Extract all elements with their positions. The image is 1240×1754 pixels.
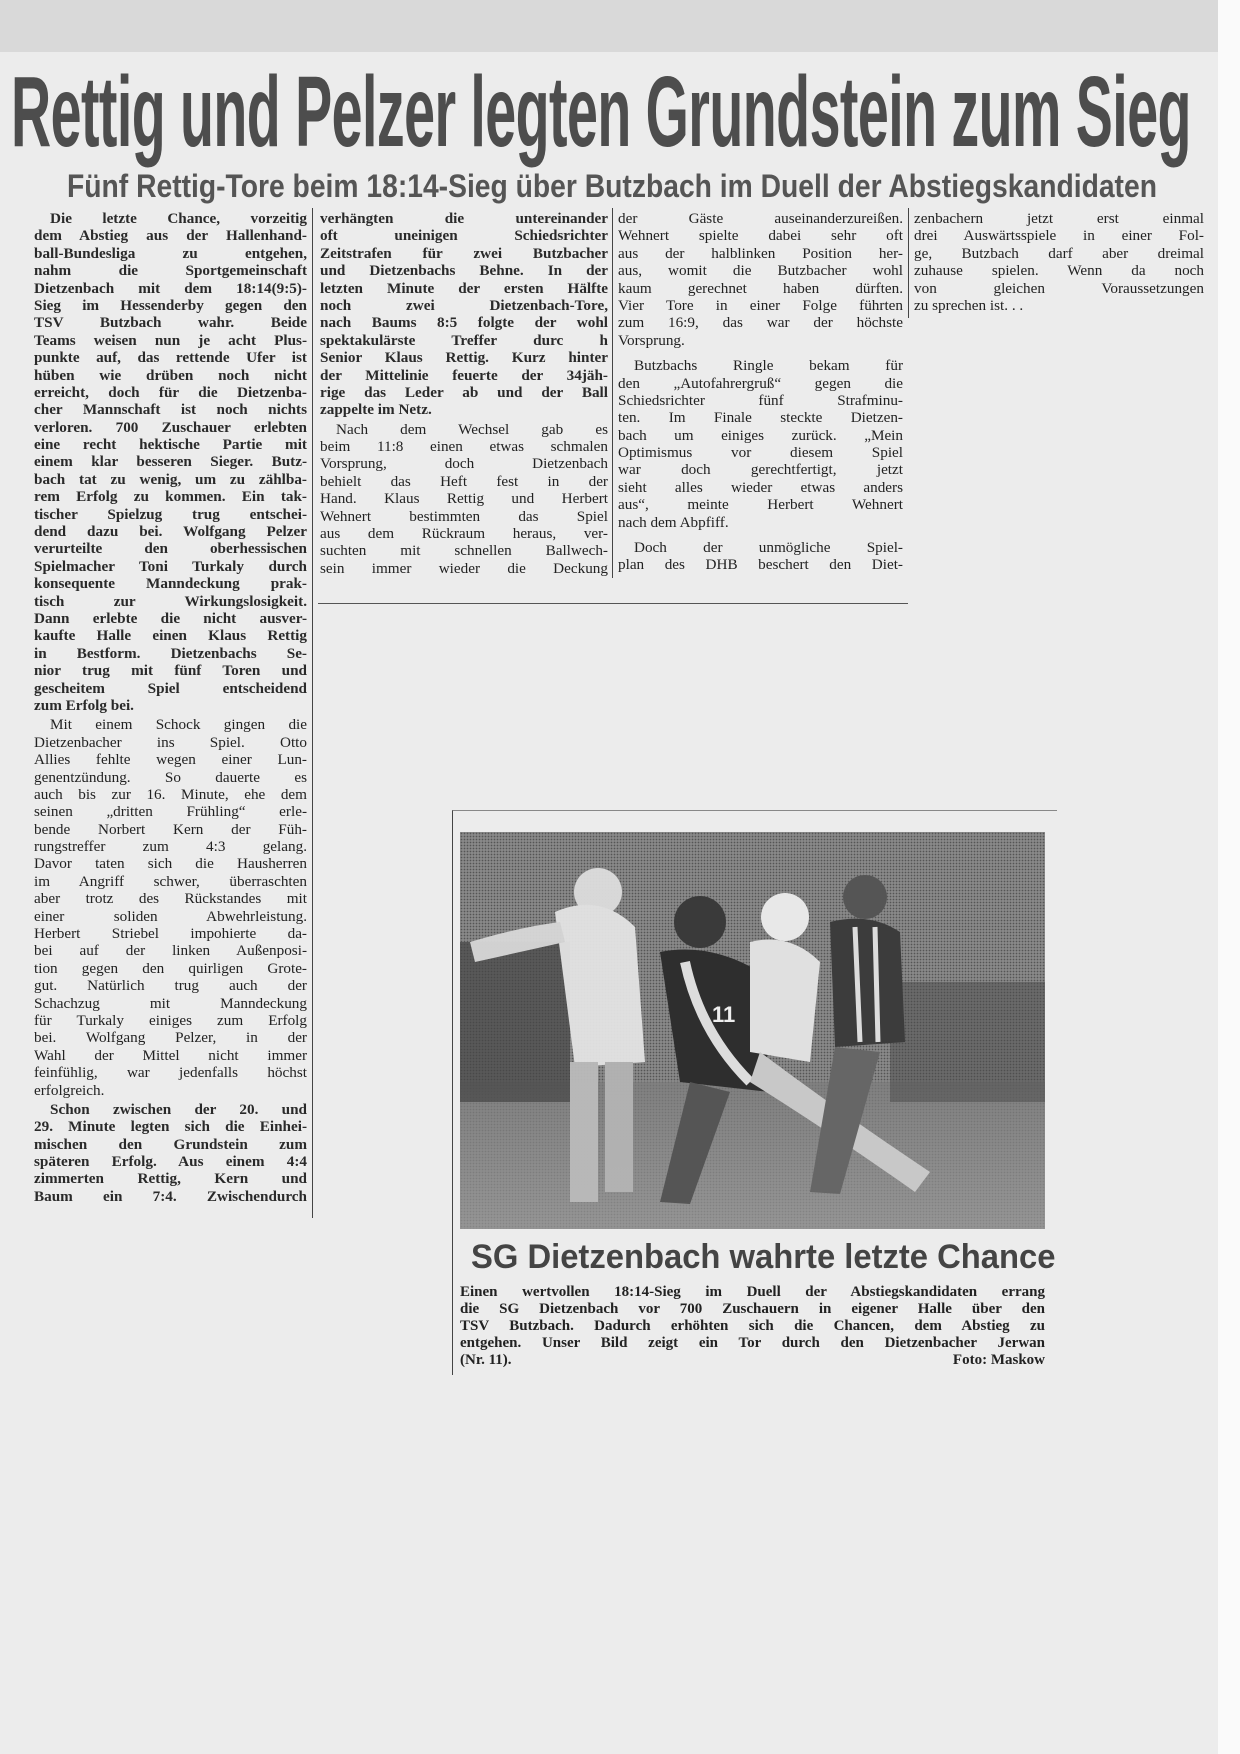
text-line: einer soliden Abwehrleistung. [34,907,307,925]
text-line: aber trotz des Rückstandes mit [34,890,307,908]
article-paragraph [34,210,307,714]
text-line: ball-Bundesliga zu entgehen, [34,244,307,262]
text-line: Vorsprung, doch Dietzenbach [320,455,608,473]
text-line: cher Mannschaft ist noch nichts [34,401,307,419]
article-paragraph [618,210,903,349]
article-column-4 [914,210,1204,316]
photo-headline [460,1238,1056,1276]
section-rule [318,603,908,604]
text-line: kaufte Halle einen Klaus Rettig [34,627,307,645]
text-line: gescheitem Spiel entscheidend [34,679,307,697]
caption-line: die SG Dietzenbach vor 700 Zuschauern in eigener Halle über den [460,1301,1045,1317]
text-line: Nach dem Wechsel gab es [336,420,608,438]
text-line: Vorsprung. [618,331,685,349]
text-line: der Mittelinie feuerte der 34jäh- [320,366,608,384]
text-line: erreicht, doch für die Dietzenba- [34,383,307,401]
text-line: zappelte im Netz. [320,401,432,419]
article-column-3 [618,210,903,582]
caption-line: TSV Butzbach. Dadurch erhöhten sich die Chancen, dem Abstieg zu [460,1318,1045,1334]
text-line: Hand. Klaus Rettig und Herbert [320,490,608,508]
text-line: Herbert Striebel impohierte da- [34,925,307,943]
text-line: verurteilte den oberhessischen [34,540,307,558]
text-line: TSV Butzbach wahr. Beide [34,314,307,332]
text-line: bei auf der linken Außenposi- [34,942,307,960]
scan-top-band [0,0,1218,53]
text-line: war doch gerechtfertigt, jetzt [618,461,903,479]
text-line: nior trug mit fünf Toren und [34,662,307,680]
text-line: der Gäste auseinanderzureißen. [618,210,903,227]
text-line: Teams weisen nun je acht Plus- [34,331,307,349]
text-line: verhängten die untereinander [320,210,608,227]
text-line: Schachzug mit Manndeckung [34,994,307,1012]
text-line: drei Auswärtsspiele in einer Fol- [914,227,1204,245]
text-line: Optimismus vor diesem Spiel [618,444,903,462]
article-subheadline [67,168,1157,204]
text-line: mischen den Grundstein zum [34,1135,307,1153]
text-line: einem klar besseren Sieger. Butz- [34,453,307,471]
subheadline-text: Fünf Rettig-Tore beim 18:14-Sieg über Butzbach im Duell der Abstiegskandidaten [67,168,1157,204]
text-line: Butzbachs Ringle bekam für [634,357,903,375]
text-line: von gleichen Voraussetzungen [914,279,1204,297]
text-line: nach dem Abpfiff. [618,513,729,531]
article-paragraph [618,539,903,574]
text-line: späteren Erfolg. Aus einem 4:4 [34,1153,307,1171]
text-line: Mit einem Schock gingen die [50,716,307,734]
text-line: Davor taten sich die Hausherren [34,855,307,873]
jersey-number: 11 [712,1002,736,1027]
text-line: aus der halblinken Position her- [618,244,903,262]
text-line: Die letzte Chance, vorzeitig [50,210,307,227]
text-line: behielt das Heft fest in der [320,472,608,490]
text-line: Wehnert bestimmten das Spiel [320,507,608,525]
column-divider [312,208,313,1218]
text-line: Allies fehlte wegen einer Lun- [34,751,307,769]
text-line: gut. Natürlich trug auch der [34,977,307,995]
text-line: bei. Wolfgang Pelzer, in der [34,1029,307,1047]
text-line: kaum gerechnet haben dürften. [618,279,903,297]
text-line: ge, Butzbach darf aber dreimal [914,244,1204,262]
text-line: für Turkaly einiges zum Erfolg [34,1011,307,1029]
photo-caption [460,1284,1045,1369]
text-line: Doch der unmögliche Spiel- [634,539,903,557]
text-line: plan des DHB beschert den Diet- [618,556,903,574]
text-line: genentzündung. So dauerte es [34,768,307,786]
text-line: den „Autofahrergruß“ gegen die [618,374,903,392]
text-line: Spielmacher Toni Turkaly durch [34,557,307,575]
text-line: verloren. 700 Zuschauer erlebten [34,418,307,436]
text-line: Dann erlebte die nicht ausver- [34,609,307,627]
text-line: hüben wie drüben noch nicht [34,366,307,384]
photo-headline-text: SG Dietzenbach wahrte letzte Chance [470,1238,1056,1276]
caption-last-row [460,1352,1045,1369]
text-line: Wahl der Mittel nicht immer [34,1046,307,1064]
text-line: Sieg im Hessenderby gegen den [34,296,307,314]
text-line: dem Abstieg aus der Hallenhand- [34,227,307,245]
text-line: aus dem Rückraum heraus, ver- [320,525,608,543]
text-line: eine recht hektische Partie mit [34,436,307,454]
text-line: konsequente Manndeckung prak- [34,575,307,593]
text-line: Dietzenbacher ins Spiel. Otto [34,733,307,751]
caption-line: Einen wertvollen 18:14-Sieg im Duell der Abstiegskandidaten errang [460,1284,1045,1300]
text-line: sieht alles wieder etwas anders [618,478,903,496]
text-line: seinen „dritten Frühling“ erle- [34,803,307,821]
text-line: beim 11:8 einen etwas schmalen [320,438,608,456]
text-line: ten. Im Finale steckte Dietzen- [618,409,903,427]
text-line: Schon zwischen der 20. und [50,1100,307,1118]
photo-credit: Foto: Maskow [952,1352,1045,1368]
text-line: in Bestform. Dietzenbachs Se- [34,644,307,662]
text-line: zu sprechen ist. . . [914,296,1024,314]
text-line: aus“, meinte Herbert Wehnert [618,496,903,514]
scan-margin [1218,0,1240,1754]
text-line: nahm die Sportgemeinschaft [34,262,307,280]
text-line: zum Erfolg bei. [34,696,134,714]
text-line: im Angriff schwer, überraschten [34,872,307,890]
caption-line: entgehen. Unser Bild zeigt ein Tor durch den Dietzenbacher Jerwan [460,1335,1045,1351]
text-line: punkte auf, das rettende Ufer ist [34,349,307,367]
text-line: bende Norbert Kern der Füh- [34,820,307,838]
text-line: tion gegen den quirligen Grote- [34,959,307,977]
article-column-1 [34,210,307,1207]
text-line: Dietzenbach mit dem 18:14(9:5)- [34,279,307,297]
text-line: rige das Leder ab und der Ball [320,383,608,401]
text-line: zuhause spielen. Wenn da noch [914,262,1204,280]
article-paragraph [914,210,1204,314]
article-column-2 [320,210,608,579]
text-line: bach um einiges zurück. „Mein [618,426,903,444]
text-line: und Dietzenbachs Behne. In der [320,262,608,280]
text-line: rungstreffer zum 4:3 gelang. [34,838,307,856]
text-line: Senior Klaus Rettig. Kurz hinter [320,349,608,367]
article-paragraph [320,210,608,419]
article-headline [11,56,1191,168]
text-line: tisch zur Wirkungslosigkeit. [34,592,307,610]
column-divider [612,208,613,578]
text-line: auch bis zur 16. Minute, ehe dem [34,785,307,803]
text-line: Wehnert spielte dabei sehr oft [618,227,903,245]
caption-line: (Nr. 11). [460,1352,512,1368]
text-line: Vier Tore in einer Folge führten [618,296,903,314]
text-line: bach tat zu wenig, um zu zählba- [34,470,307,488]
text-line: spektakulärste Treffer durc h [320,331,608,349]
text-line: 29. Minute legten sich die Einhei- [34,1118,307,1136]
text-line: noch zwei Dietzenbach-Tore, [320,296,608,314]
text-line: zum 16:9, das war der höchste [618,314,903,332]
text-line: sein immer wieder die Deckung [320,559,608,577]
article-paragraph [618,357,903,531]
column-divider [908,208,909,318]
text-line: zimmerten Rettig, Kern und [34,1170,307,1188]
text-line: suchten mit schnellen Ballwech- [320,542,608,560]
text-line: tischer Spielzug trug entschei- [34,505,307,523]
text-line: letzten Minute der ersten Hälfte [320,279,608,297]
text-line: aus, womit die Butzbacher wohl [618,262,903,280]
text-line: Schiedsrichter fünf Strafminu- [618,391,903,409]
article-paragraph [320,421,608,578]
text-line: Zeitstrafen für zwei Butzbacher [320,244,608,262]
text-line: feinfühlig, war jedenfalls höchst [34,1064,307,1082]
text-line: nach Baums 8:5 folgte der wohl [320,314,608,332]
article-paragraph [34,1101,307,1205]
text-line: dend dazu bei. Wolfgang Pelzer [34,523,307,541]
text-line: erfolgreich. [34,1081,105,1099]
text-line: rem Erfolg zu kommen. Ein tak- [34,488,307,506]
text-line: oft uneinigen Schiedsrichter [320,227,608,245]
text-line: Baum ein 7:4. Zwischendurch [34,1187,307,1205]
article-paragraph [34,716,307,1099]
headline-text: Rettig und Pelzer legten Grundstein zum Sieg [11,56,1191,168]
text-line: zenbachern jetzt erst einmal [914,210,1204,227]
handball-match-photo [460,832,1045,1229]
